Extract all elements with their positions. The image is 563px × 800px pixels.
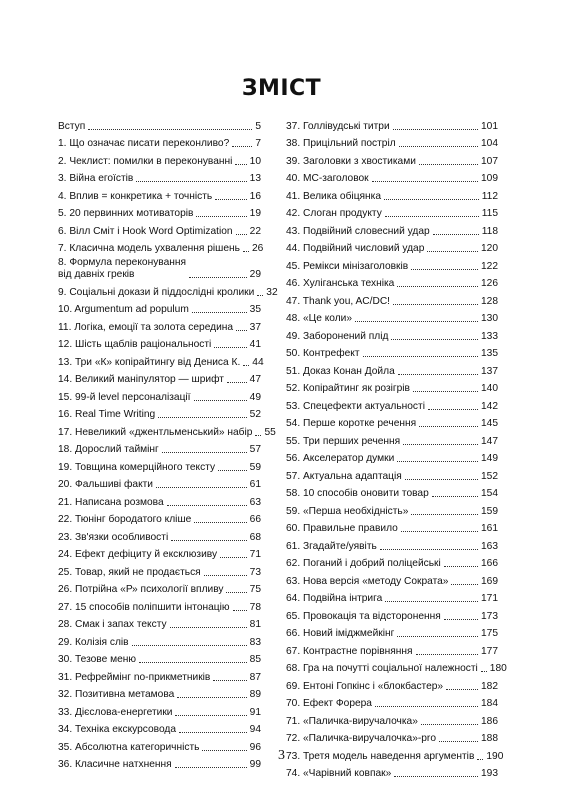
toc-entry-page: 133 — [481, 330, 498, 342]
toc-entry-page: 29 — [249, 269, 261, 280]
toc-entry-page: 52 — [249, 409, 261, 420]
toc-entry — [58, 421, 276, 439]
toc-entry — [286, 273, 498, 291]
toc-entry-page: 55 — [264, 426, 276, 438]
dot-leader — [189, 277, 247, 278]
dot-leader — [375, 706, 478, 707]
toc-entry-page: 107 — [481, 155, 498, 167]
toc-entry-title: 17. Невеликий «джентльменський» набір — [58, 426, 253, 438]
toc-entry-title: 38. Прицільний постріл — [286, 138, 396, 149]
dot-leader — [397, 461, 478, 462]
toc-entry-page: 115 — [481, 208, 498, 219]
toc-entry-page: 44 — [252, 356, 264, 368]
toc-entry-page: 140 — [481, 383, 498, 394]
toc-entry-page: 32 — [266, 286, 278, 298]
dot-leader — [243, 365, 249, 366]
toc-entry — [286, 675, 498, 693]
toc-entry — [286, 168, 498, 186]
toc-entry-title: 34. Техніка екскурсовода — [58, 724, 177, 735]
toc-entry-page: 163 — [481, 540, 498, 552]
toc-entry-title: 57. Актуальна адаптація — [286, 470, 402, 482]
toc-entry-title: 55. Три перших речення — [286, 435, 401, 447]
toc-entry-title: 5. 20 первинних мотиваторів — [58, 208, 194, 219]
toc-entry — [286, 658, 507, 676]
toc-entry-page: 59 — [249, 461, 261, 473]
toc-entry-title: 70. Ефект Форера — [286, 698, 372, 709]
toc-entry-page: 35 — [249, 304, 261, 315]
toc-entry-title: 35. Абсолютна категоричність — [58, 741, 200, 753]
dot-leader — [421, 724, 478, 725]
toc-entry-title: 13. Три «К» копірайтингу від Дениса К. — [58, 356, 241, 368]
dot-leader — [397, 636, 478, 637]
toc-entry-title: 12. Шість щаблів раціональності — [58, 339, 212, 350]
toc-entry — [58, 299, 261, 317]
toc-entry-page: 171 — [481, 593, 498, 604]
toc-entry-page: 47 — [249, 374, 261, 385]
dot-leader — [372, 181, 478, 182]
toc-entry-title: 61. Згадайте/уявіть — [286, 540, 377, 552]
dot-leader — [218, 470, 247, 471]
toc-entry — [58, 334, 261, 352]
toc-entry — [286, 640, 498, 658]
toc-entry-page: 5 — [255, 120, 261, 132]
toc-entry — [286, 133, 498, 151]
dot-leader — [393, 129, 478, 130]
toc-entry-page: 130 — [481, 313, 498, 324]
toc-entry — [58, 579, 261, 597]
toc-entry-title: 26. Потрійна «Р» психології впливу — [58, 584, 224, 595]
toc-entry — [58, 561, 261, 579]
toc-entry — [58, 133, 261, 151]
toc-entry-title: 71. «Паличка-виручалочка» — [286, 715, 418, 727]
toc-entry-title: Вступ — [58, 120, 86, 132]
toc-entry-title: 18. Дорослий таймінг — [58, 444, 159, 455]
dot-leader — [428, 409, 478, 410]
dot-leader — [433, 234, 479, 235]
toc-entry-title: 58. 10 способів оновити товар — [286, 488, 429, 499]
dot-leader — [235, 164, 246, 165]
toc-entry — [286, 710, 498, 728]
toc-entry — [58, 351, 264, 369]
toc-entry-title: 21. Написана розмова — [58, 496, 164, 508]
dot-leader — [384, 199, 479, 200]
toc-entry-page: 126 — [481, 278, 498, 289]
dot-leader — [444, 566, 478, 567]
toc-entry — [286, 413, 498, 431]
toc-entry-title: 54. Перше коротке речення — [286, 418, 417, 429]
dot-leader — [139, 662, 247, 663]
toc-entry-page: 118 — [481, 225, 498, 237]
toc-entry — [286, 378, 498, 396]
dot-leader — [215, 199, 246, 200]
toc-entry-page: 81 — [249, 619, 261, 630]
dot-leader — [427, 251, 478, 252]
dot-leader — [257, 295, 263, 296]
toc-entry — [58, 316, 261, 334]
toc-entry-page: 161 — [481, 523, 498, 534]
toc-entry-title: 53. Спецефекти актуальності — [286, 400, 425, 412]
toc-entry-title: 47. Thank you, AC/DC! — [286, 295, 391, 307]
toc-entry — [58, 220, 261, 238]
dot-leader — [171, 540, 246, 541]
toc-entry-page: 22 — [249, 225, 261, 237]
toc-entry-title: 3. Війна егоїстів — [58, 173, 134, 184]
toc-entry — [286, 500, 498, 518]
toc-entry — [286, 203, 498, 221]
toc-entry-title: 52. Копірайтинг як розігрів — [286, 383, 410, 394]
dot-leader — [419, 164, 478, 165]
toc-entry-title: 6. Вілл Сміт і Hook Word Optimization — [58, 225, 233, 237]
dot-leader — [413, 391, 478, 392]
dot-leader — [363, 356, 478, 357]
dot-leader — [391, 339, 478, 340]
page-title: ЗМІСТ — [241, 76, 322, 101]
dot-leader — [398, 374, 478, 375]
toc-entry-title: 69. Ентоні Гопкінс і «блокбастер» — [286, 680, 444, 692]
toc-entry — [58, 491, 261, 509]
toc-entry-title: 40. МС-заголовок — [286, 173, 369, 184]
toc-entry-page: 87 — [249, 671, 261, 683]
toc-entry-title: 50. Контрефект — [286, 348, 360, 359]
toc-entry-page: 71 — [249, 549, 261, 560]
toc-entry — [286, 465, 498, 483]
toc-entry-title: 20. Фальшиві факти — [58, 479, 154, 490]
dot-leader — [401, 531, 478, 532]
dot-leader — [136, 181, 246, 182]
dot-leader — [88, 129, 252, 130]
dot-leader — [399, 146, 478, 147]
toc-entry-title: 4. Вплив = конкретика + точність — [58, 190, 213, 202]
dot-leader — [213, 680, 246, 681]
dot-leader — [226, 592, 246, 593]
toc-entry-title: 31. Рефреймінг no-прикметників — [58, 671, 211, 683]
toc-entry — [286, 220, 498, 238]
toc-entry — [286, 728, 498, 746]
toc-entry-title: 43. Подвійний словесний удар — [286, 225, 430, 237]
toc-entry-page: 154 — [481, 488, 498, 499]
dot-leader — [416, 654, 478, 655]
toc-entry — [286, 290, 498, 308]
toc-entry — [58, 238, 264, 256]
dot-leader — [233, 610, 247, 611]
toc-entry-page: 91 — [249, 706, 261, 718]
toc-entry-page: 173 — [481, 610, 498, 622]
toc-entry-page: 184 — [481, 698, 498, 709]
toc-entry-title: 73. Третя модель наведення аргументів — [286, 750, 475, 762]
toc-entry-title: 27. 15 способів поліпшити інтонацію — [58, 601, 230, 613]
toc-entry-title: 68. Гра на почутті соціальної належності — [286, 663, 478, 674]
toc-entry-title: 15. 99-й level персоналізації — [58, 391, 191, 403]
toc-entry-page: 19 — [249, 208, 261, 219]
toc-entry — [58, 404, 261, 422]
toc-entry-title: 65. Провокація та відсторонення — [286, 610, 441, 622]
dot-leader — [411, 514, 478, 515]
dot-leader — [236, 330, 247, 331]
toc-entry — [286, 343, 498, 361]
toc-entry-page: 68 — [249, 531, 261, 543]
toc-entry-title: 33. Дієслова-енергетики — [58, 706, 173, 718]
dot-leader — [132, 645, 247, 646]
toc-entry-page: 49 — [249, 391, 261, 403]
toc-entry — [58, 509, 261, 527]
toc-entry-title: 46. Хуліганська техніка — [286, 278, 395, 289]
toc-entry — [58, 666, 261, 684]
toc-entry-title: 63. Нова версія «методу Сократа» — [286, 575, 449, 587]
toc-entry-title: 11. Логіка, емоції та золота середина — [58, 321, 234, 333]
dot-leader — [385, 216, 479, 217]
toc-entry-page: 99 — [249, 759, 261, 770]
toc-entry-title: 22. Тюнінг бородатого кліше — [58, 514, 192, 525]
toc-entry-title: 56. Акселератор думки — [286, 453, 395, 464]
toc-entry-title: 48. «Це коли» — [286, 313, 353, 324]
toc-entry-title: 29. Колізія слів — [58, 636, 129, 648]
toc-entry-page: 78 — [249, 601, 261, 613]
toc-entry-page: 186 — [481, 715, 498, 727]
dot-leader — [419, 426, 478, 427]
toc-entry-title: 25. Товар, який не продається — [58, 566, 201, 578]
toc-entry-page: 61 — [249, 479, 261, 490]
toc-entry — [286, 535, 498, 553]
toc-entry-page: 89 — [249, 689, 261, 700]
toc-entry-page: 73 — [249, 566, 261, 578]
toc-entry — [286, 518, 498, 536]
dot-leader — [446, 689, 478, 690]
dot-leader — [175, 767, 247, 768]
toc-entry — [58, 649, 261, 667]
toc-entry-page: 152 — [481, 470, 498, 482]
toc-entry — [58, 150, 261, 168]
toc-entry — [58, 255, 261, 281]
dot-leader — [162, 452, 247, 453]
toc-entry — [286, 185, 498, 203]
dot-leader — [394, 776, 478, 777]
toc-entry-title: 59. «Перша необхідність» — [286, 505, 409, 517]
dot-leader — [411, 269, 478, 270]
toc-entry-page: 180 — [489, 663, 507, 674]
toc-entry-title: 28. Смак і запах тексту — [58, 619, 167, 630]
toc-entry — [58, 168, 261, 186]
dot-leader — [380, 549, 478, 550]
toc-entry — [58, 386, 261, 404]
toc-entry-title: 36. Класичне натхнення — [58, 759, 172, 770]
toc-entry-page: 85 — [249, 654, 261, 665]
toc-entry-title: 10. Argumentum ad populum — [58, 304, 189, 315]
toc-entry-title: 39. Заголовки з хвостиками — [286, 155, 416, 167]
toc-entry-page: 26 — [251, 243, 264, 254]
toc-entry-title: 60. Правильне правило — [286, 523, 398, 534]
dot-leader — [177, 697, 246, 698]
toc-entry — [286, 588, 498, 606]
toc-entry-page: 16 — [249, 190, 261, 202]
dot-leader — [393, 304, 478, 305]
toc-entry — [58, 684, 261, 702]
toc-entry-page: 149 — [481, 453, 498, 464]
dot-leader — [405, 479, 478, 480]
dot-leader — [204, 575, 247, 576]
toc-entry-title: 66. Новий іміджмейкінг — [286, 628, 395, 639]
toc-entry-title: 44. Подвійний числовий удар — [286, 243, 425, 254]
toc-entry-title: 64. Подвійна інтрига — [286, 593, 383, 604]
dot-leader — [170, 627, 247, 628]
toc-entry — [286, 308, 498, 326]
toc-entry — [286, 430, 498, 448]
dot-leader — [167, 505, 247, 506]
toc-entry-title: 24. Ефект дефіциту й ексклюзиву — [58, 549, 218, 560]
toc-entry — [58, 719, 261, 737]
toc-entry-title: 1. Що означає писати переконливо? — [58, 138, 230, 149]
dot-leader — [192, 312, 247, 313]
toc-entry-title: 45. Ремікси мінізаголовків — [286, 260, 409, 272]
dot-leader — [227, 382, 247, 383]
dot-leader — [397, 286, 478, 287]
dot-leader — [255, 435, 261, 436]
toc-entry — [58, 115, 261, 133]
toc-entry — [58, 185, 261, 203]
toc-entry-title: 62. Поганий і добрий поліцейські — [286, 558, 441, 569]
toc-entry-page: 109 — [481, 173, 498, 184]
toc-entry-page: 145 — [481, 418, 498, 429]
toc-entry — [58, 631, 261, 649]
toc-entry-title: 67. Контрастне порівняння — [286, 645, 413, 657]
toc-entry — [286, 623, 498, 641]
toc-entry-page: 13 — [249, 173, 261, 184]
toc-entry-page: 101 — [481, 120, 498, 132]
toc-entry — [286, 360, 498, 378]
toc-entry — [286, 325, 498, 343]
toc-entry — [286, 448, 498, 466]
dot-leader — [451, 584, 478, 585]
toc-entry — [58, 281, 278, 299]
toc-entry — [286, 553, 498, 571]
toc-entry-page: 75 — [249, 584, 261, 595]
toc-entry-title: 30. Тезове меню — [58, 654, 137, 665]
toc-left-column — [58, 115, 278, 771]
toc-entry-title: 37. Голлівудські титри — [286, 120, 390, 132]
toc-entry-title: 23. Зв'язки особливості — [58, 531, 169, 543]
toc-entry — [286, 150, 498, 168]
toc-entry-title: 19. Товщина комерційного тексту — [58, 461, 216, 473]
toc-entry-page: 7 — [255, 138, 261, 149]
toc-entry — [58, 614, 261, 632]
page-number: 3 — [278, 748, 285, 763]
toc-entry — [58, 474, 261, 492]
toc-entry-page: 96 — [249, 741, 261, 753]
toc-entry-page: 166 — [481, 558, 498, 569]
toc-entry — [58, 439, 261, 457]
toc-entry — [286, 395, 498, 413]
toc-entry-page: 57 — [249, 444, 261, 455]
toc-entry-title: 2. Чеклист: помилки в переконуванні — [58, 155, 233, 167]
toc-entry-title: 72. «Паличка-виручалочка»-pro — [286, 733, 436, 744]
toc-entry-title: 42. Слоган продукту — [286, 208, 382, 219]
toc-entry-title: 7. Класична модель ухвалення рішень — [58, 243, 240, 254]
dot-leader — [444, 619, 478, 620]
toc-entry — [58, 596, 261, 614]
toc-entry — [58, 203, 261, 221]
toc-entry-page: 83 — [249, 636, 261, 648]
toc-entry-title: 9. Соціальні докази й піддослідні кролики — [58, 286, 255, 298]
toc-entry-page: 137 — [481, 365, 498, 377]
dot-leader — [220, 557, 247, 558]
toc-entry-page: 128 — [481, 295, 498, 307]
toc-entry-page: 66 — [249, 514, 261, 525]
toc-entry — [286, 605, 498, 623]
dot-leader — [175, 715, 246, 716]
dot-leader — [179, 732, 247, 733]
toc-entry-page: 63 — [249, 496, 261, 508]
toc-entry-page: 94 — [249, 724, 261, 735]
dot-leader — [194, 522, 246, 523]
toc-entry — [286, 693, 498, 711]
toc-entry — [58, 526, 261, 544]
toc-entry-title: 16. Real Time Writing — [58, 409, 156, 420]
dot-leader — [196, 216, 246, 217]
dot-leader — [403, 444, 478, 445]
toc-entry-page: 142 — [481, 400, 498, 412]
dot-leader — [432, 496, 478, 497]
toc-right-column — [286, 115, 507, 780]
toc-entry-title: 32. Позитивна метамова — [58, 689, 175, 700]
toc-entry-page: 120 — [481, 243, 498, 254]
toc-entry-page: 182 — [481, 680, 498, 692]
toc-entry-page: 122 — [481, 260, 498, 272]
toc-entry-page: 10 — [249, 155, 261, 167]
toc-entry-page: 41 — [249, 339, 261, 350]
toc-entry-page: 177 — [481, 645, 498, 657]
toc-entry-page: 175 — [481, 628, 498, 639]
toc-entry — [286, 255, 498, 273]
toc-entry-page: 193 — [481, 768, 498, 779]
dot-leader — [439, 741, 478, 742]
toc-entry — [58, 369, 261, 387]
toc-entry — [286, 483, 498, 501]
dot-leader — [481, 671, 487, 672]
toc-entry-title: 74. «Чарівний ковпак» — [286, 768, 392, 779]
toc-entry-page: 104 — [481, 138, 498, 149]
dot-leader — [243, 251, 249, 252]
toc-entry — [286, 238, 498, 256]
toc-entry-page: 190 — [486, 750, 504, 762]
toc-entry-page: 169 — [481, 575, 498, 587]
toc-entry-title: 49. Заборонений плід — [286, 330, 389, 342]
toc-entry — [286, 570, 498, 588]
toc-entry-page: 37 — [249, 321, 261, 333]
toc-entry-title: 51. Доказ Конан Дойла — [286, 365, 395, 377]
toc-entry-title: 14. Великий маніпулятор — шрифт — [58, 374, 224, 385]
dot-leader — [355, 321, 478, 322]
toc-entry-page: 147 — [481, 435, 498, 447]
toc-entry-page: 188 — [481, 733, 498, 744]
toc-entry-page: 135 — [481, 348, 498, 359]
toc-entry — [286, 115, 498, 133]
toc-entry — [286, 763, 498, 781]
toc-entry-page: 112 — [481, 190, 498, 202]
dot-leader — [236, 234, 247, 235]
toc-entry — [58, 544, 261, 562]
toc-entry-title: 8. Формула переконування від давніх греків — [58, 257, 187, 280]
dot-leader — [214, 347, 246, 348]
dot-leader — [385, 601, 478, 602]
dot-leader — [156, 487, 247, 488]
dot-leader — [232, 146, 252, 147]
toc-entry-title: 41. Велика обіцянка — [286, 190, 382, 202]
dot-leader — [158, 417, 246, 418]
toc-entry — [58, 456, 261, 474]
toc-entry — [58, 701, 261, 719]
dot-leader — [194, 400, 247, 401]
toc-entry-page: 159 — [481, 505, 498, 517]
